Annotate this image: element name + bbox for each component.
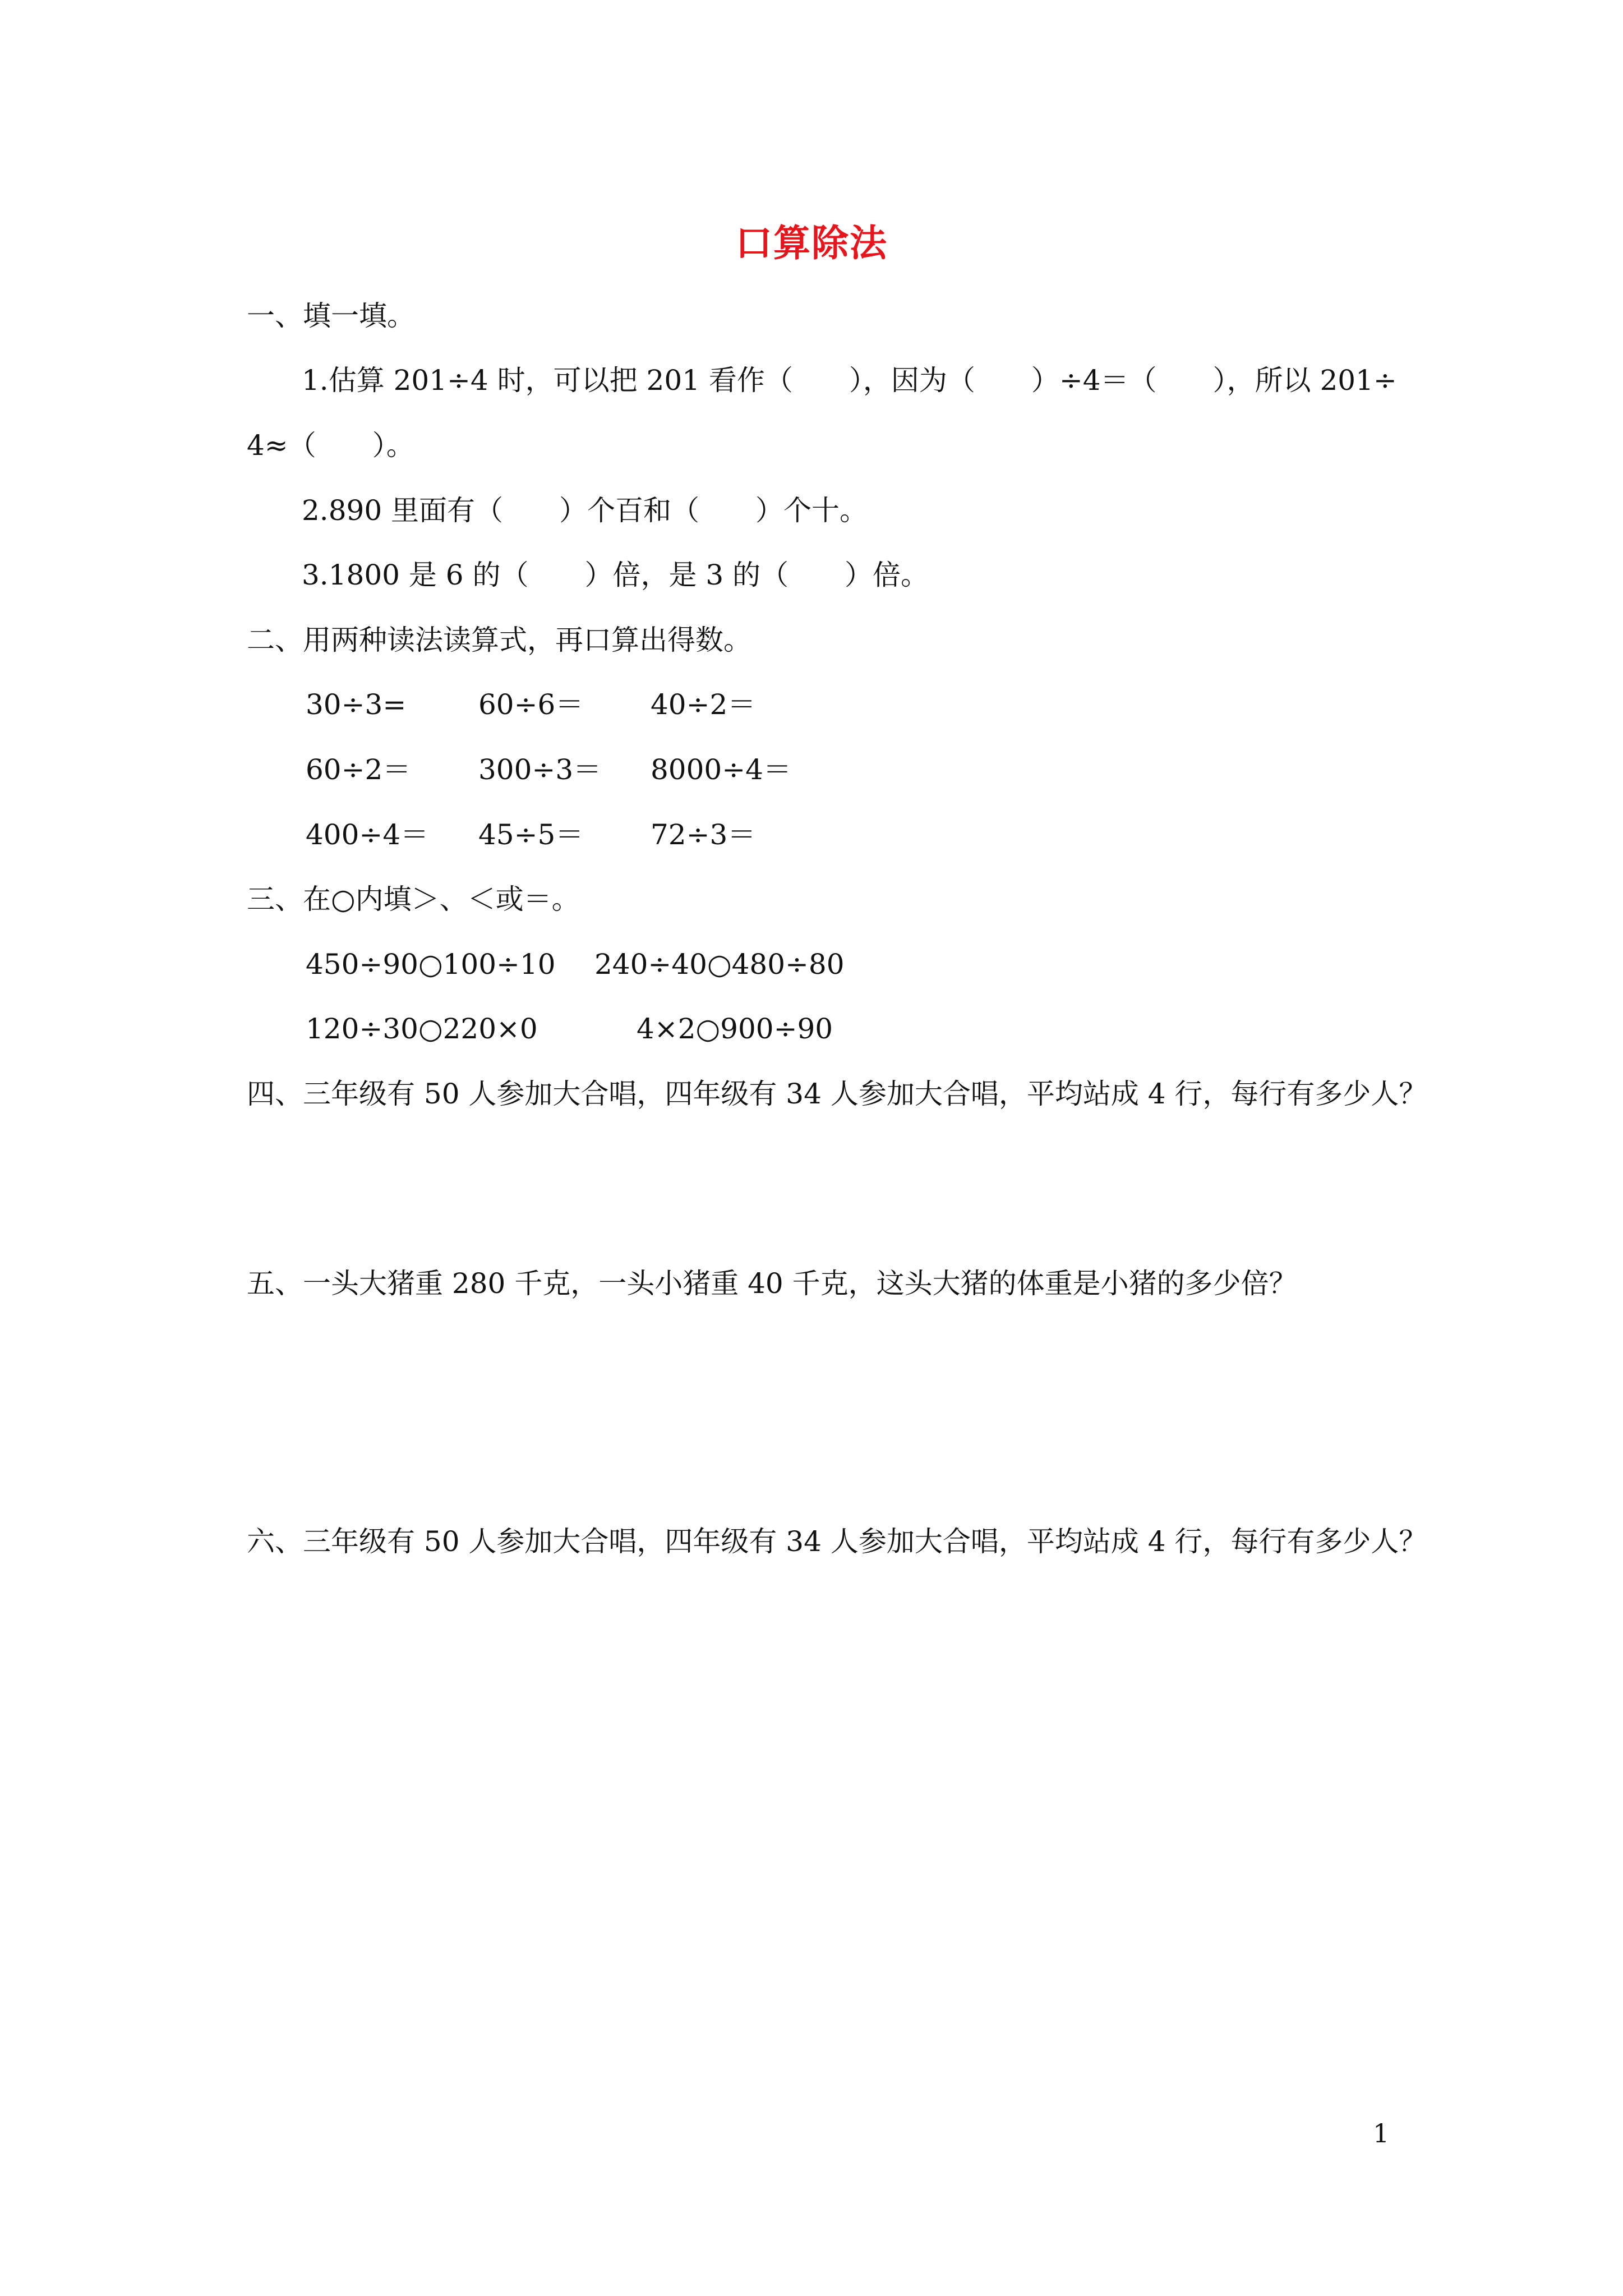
section-3-heading: 三、在○内填＞、＜或＝。 xyxy=(247,883,580,915)
page-title: 口算除法 xyxy=(735,221,888,265)
section-3-comparison: 120÷30○220×0 xyxy=(306,1013,538,1045)
section-1-question-3: 3.1800 是 6 的（ ）倍，是 3 的（ ）倍。 xyxy=(302,559,929,591)
section-3-comparison: 450÷90○100÷10 xyxy=(306,948,556,981)
page-number: 1 xyxy=(1373,2118,1390,2148)
section-3-comparison: 240÷40○480÷80 xyxy=(594,948,845,981)
section-2-expression: 30÷3= xyxy=(306,688,407,721)
section-2-heading: 二、用两种读法读算式，再口算出得数。 xyxy=(247,624,751,656)
section-1-question-2: 2.890 里面有（ ）个百和（ ）个十。 xyxy=(302,494,868,527)
section-1-heading: 一、填一填。 xyxy=(247,300,415,332)
section-5-word-problem: 五、一头大猪重 280 千克，一头小猪重 40 千克，这头大猪的体重是小猪的多少倍？ xyxy=(247,1267,1297,1300)
section-1-question-1-line-2: 4≈（ ）。 xyxy=(247,429,414,462)
section-2-expression: 40÷2＝ xyxy=(651,688,756,721)
section-2-expression: 60÷6＝ xyxy=(478,688,584,721)
section-6-word-problem: 六、三年级有 50 人参加大合唱，四年级有 34 人参加大合唱，平均站成 4 行，每行有多少人？ xyxy=(247,1525,1427,1558)
section-2-expression: 400÷4＝ xyxy=(306,818,429,851)
section-4-word-problem: 四、三年级有 50 人参加大合唱，四年级有 34 人参加大合唱，平均站成 4 行，每行有多少人？ xyxy=(247,1078,1427,1110)
section-2-expression: 72÷3＝ xyxy=(651,818,756,851)
section-2-expression: 8000÷4＝ xyxy=(651,753,791,786)
section-2-expression: 60÷2＝ xyxy=(306,753,411,786)
section-2-expression: 300÷3＝ xyxy=(478,753,602,786)
section-3-comparison: 4×2○900÷90 xyxy=(637,1013,833,1045)
section-2-expression: 45÷5＝ xyxy=(478,818,584,851)
section-1-question-1-line-1: 1.估算 201÷4 时，可以把 201 看作（ ），因为（ ）÷4＝（ ），所以 201÷ xyxy=(302,364,1397,397)
